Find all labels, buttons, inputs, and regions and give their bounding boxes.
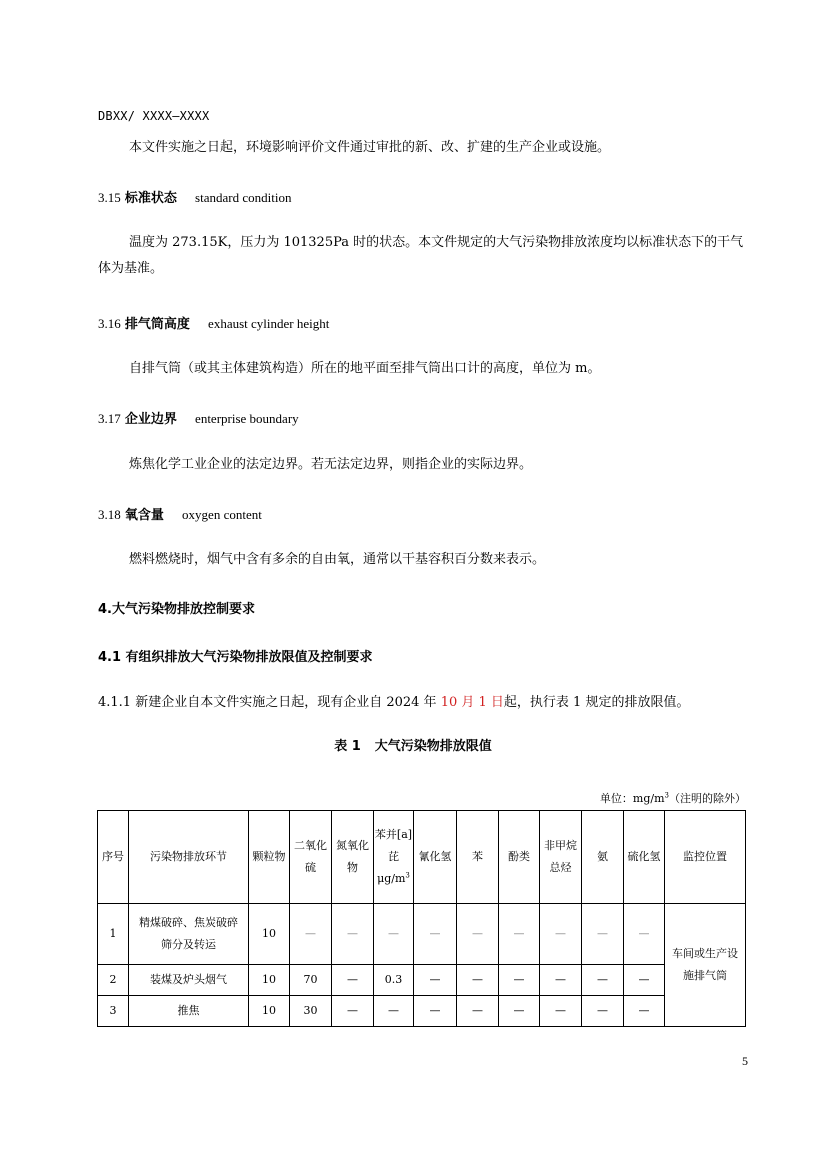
section-number: 3.16	[98, 316, 121, 331]
cell-pm: 10	[249, 904, 290, 965]
section-title-en: oxygen content	[182, 507, 262, 522]
cell-nox: —	[332, 904, 374, 965]
table-title	[0, 735, 826, 754]
cell-so2: 70	[290, 965, 332, 996]
section-4-heading: 4.大气污染物排放控制要求	[98, 602, 255, 617]
header-nmhc	[540, 811, 582, 904]
header-nh3: 氨	[582, 811, 624, 904]
cell-phenol: —	[499, 996, 540, 1027]
section-3-16-heading	[98, 314, 329, 335]
section-title-en: enterprise boundary	[195, 411, 299, 426]
header-pm: 颗粒物	[249, 811, 290, 904]
cell-h2s: —	[624, 996, 665, 1027]
cell-seq: 3	[98, 996, 129, 1027]
section-4-1-heading: 4.1 有组织排放大气污染物排放限值及控制要求	[98, 650, 373, 665]
cell-nox: —	[332, 996, 374, 1027]
header-so2-line1: 二氧化	[294, 839, 327, 852]
section-number: 3.18	[98, 507, 121, 522]
section-3-18-heading	[98, 505, 262, 526]
document-code: DBXX/ XXXX—XXXX	[98, 109, 210, 123]
table-row	[98, 904, 746, 965]
section-title-en: exhaust cylinder height	[208, 316, 330, 331]
cell-nmhc: —	[540, 904, 582, 965]
header-bap-line1: 苯并[a]	[374, 828, 413, 841]
cell-nmhc: —	[540, 996, 582, 1027]
table-name: 大气污染物排放限值	[374, 739, 492, 754]
cell-h2s: —	[624, 965, 665, 996]
cell-stage-line2: 筛分及转运	[161, 938, 216, 951]
section-title-cn: 企业边界	[124, 412, 177, 427]
unit-prefix: 单位：mg/m	[599, 792, 665, 805]
cell-bap: 0.3	[374, 965, 414, 996]
cell-so2: —	[290, 904, 332, 965]
cell-monitor-line1: 车间或生产设	[672, 947, 738, 960]
cell-stage: 推焦	[129, 996, 249, 1027]
cell-nmhc: —	[540, 965, 582, 996]
header-nmhc-line1: 非甲烷	[544, 839, 577, 852]
cell-nh3: —	[582, 904, 624, 965]
cell-monitor-line2: 施排气筒	[683, 969, 727, 982]
unit-sup: 3	[664, 791, 669, 800]
paragraph-3-18: 燃料燃烧时，烟气中含有多余的自由氧，通常以干基容积百分数来表示。	[129, 552, 546, 567]
section-number: 3.17	[98, 411, 121, 426]
cell-phenol: —	[499, 904, 540, 965]
page-number: 5	[742, 1054, 748, 1068]
table-header-row	[98, 811, 746, 904]
header-phenol: 酚类	[499, 811, 540, 904]
unit-suffix: （注明的除外）	[669, 792, 746, 805]
cell-pm: 10	[249, 965, 290, 996]
cell-hcn: —	[414, 996, 457, 1027]
cell-hcn: —	[414, 904, 457, 965]
header-h2s: 硫化氢	[624, 811, 665, 904]
header-nmhc-line2: 总烃	[549, 861, 572, 874]
clause-highlight-date: 10 月 1 日	[440, 695, 504, 710]
section-number: 3.15	[98, 190, 121, 205]
header-nox-line1: 氮氧化	[336, 839, 369, 852]
cell-so2: 30	[290, 996, 332, 1027]
table-number: 表 1	[334, 739, 361, 754]
table-row	[98, 996, 746, 1027]
bap-unit-sup: 3	[405, 871, 410, 880]
header-bap-unit	[374, 868, 413, 890]
cell-hcn: —	[414, 965, 457, 996]
section-3-17-heading	[98, 409, 299, 430]
cell-stage: 装煤及炉头烟气	[129, 965, 249, 996]
paragraph-3-15: 温度为 273.15K，压力为 101325Pa 时的状态。本文件规定的大气污染物排放浓度均以标准状态下的干气体为基准。	[98, 235, 744, 276]
header-bap-line2: 芘	[388, 850, 399, 863]
cell-h2s: —	[624, 904, 665, 965]
cell-benzene: —	[457, 904, 499, 965]
section-title-cn: 氧含量	[124, 508, 164, 523]
cell-benzene: —	[457, 996, 499, 1027]
paragraph-intro: 本文件实施之日起，环境影响评价文件通过审批的新、改、扩建的生产企业或设施。	[129, 140, 611, 155]
cell-nh3: —	[582, 965, 624, 996]
paragraph-3-17: 炼焦化学工业企业的法定边界。若无法定边界，则指企业的实际边界。	[129, 457, 533, 472]
table-unit-note	[600, 790, 746, 806]
cell-monitor	[665, 904, 746, 1027]
cell-benzene: —	[457, 965, 499, 996]
paragraph-3-16: 自排气筒（或其主体建筑构造）所在的地平面至排气筒出口计的高度，单位为 m。	[129, 361, 601, 376]
cell-phenol: —	[499, 965, 540, 996]
section-title-cn: 标准状态	[124, 191, 177, 206]
emission-limits-table	[97, 810, 746, 1027]
clause-text-after: 起，执行表 1 规定的排放限值。	[503, 695, 690, 710]
header-nox	[332, 811, 374, 904]
bap-unit-text: μg/m	[377, 872, 406, 885]
cell-stage-line1: 精煤破碎、焦炭破碎	[139, 916, 238, 929]
cell-nh3: —	[582, 996, 624, 1027]
clause-text-before: 4.1.1 新建企业自本文件实施之日起，现有企业自 2024 年	[98, 695, 441, 710]
header-hcn: 氰化氢	[414, 811, 457, 904]
cell-bap: —	[374, 904, 414, 965]
cell-seq: 1	[98, 904, 129, 965]
clause-4-1-1	[98, 693, 689, 713]
header-bap	[374, 811, 414, 904]
section-title-cn: 排气筒高度	[124, 317, 190, 332]
header-so2	[290, 811, 332, 904]
cell-pm: 10	[249, 996, 290, 1027]
cell-seq: 2	[98, 965, 129, 996]
header-seq: 序号	[98, 811, 129, 904]
table-row	[98, 965, 746, 996]
cell-nox: —	[332, 965, 374, 996]
cell-stage	[129, 904, 249, 965]
header-monitor: 监控位置	[665, 811, 746, 904]
header-benzene: 苯	[457, 811, 499, 904]
header-stage: 污染物排放环节	[129, 811, 249, 904]
section-3-15-heading	[98, 188, 291, 209]
header-nox-line2: 物	[347, 861, 358, 874]
header-so2-line2: 硫	[305, 861, 316, 874]
section-title-en: standard condition	[195, 190, 292, 205]
cell-bap: —	[374, 996, 414, 1027]
